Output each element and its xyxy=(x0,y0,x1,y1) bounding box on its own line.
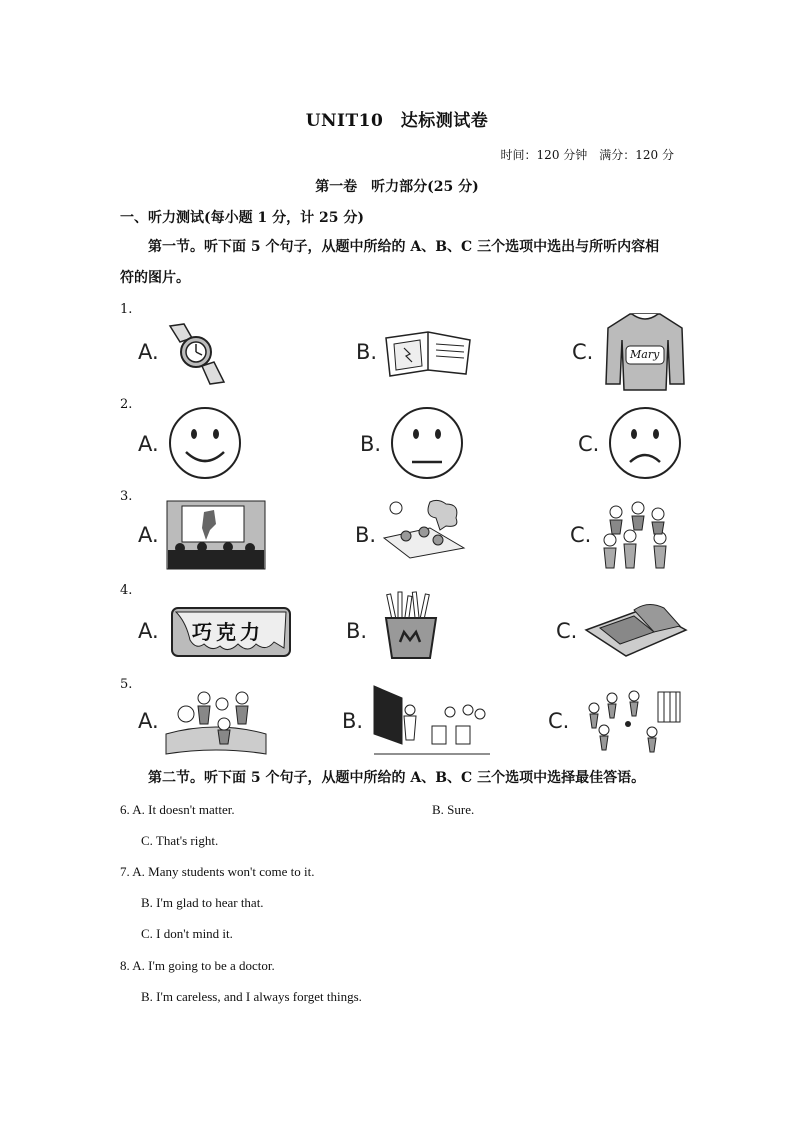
french-fries-icon xyxy=(380,590,442,660)
question-number: 3. xyxy=(120,489,133,504)
party-icon xyxy=(600,498,680,572)
question-number: 4. xyxy=(120,583,133,598)
chocolate-bar-icon xyxy=(170,604,292,660)
part1-instruction-cont: 符的图片。 xyxy=(120,270,190,286)
option-letter-c: C. xyxy=(570,523,592,547)
question-8-option-b: B. I'm careless, and I always forget things. xyxy=(141,989,362,1004)
option-letter-b: B. xyxy=(346,619,368,643)
classroom-icon xyxy=(372,684,492,756)
sad-face-icon xyxy=(608,406,682,480)
question-7: 7. A. Many students won't come to it. xyxy=(120,864,315,879)
band-stage-icon xyxy=(164,684,268,756)
watch-icon xyxy=(166,322,228,386)
option-letter-a: A. xyxy=(138,523,159,547)
sandwich-icon xyxy=(584,598,688,660)
picnic-icon xyxy=(380,498,466,560)
option-letter-b: B. xyxy=(356,340,378,364)
part1-instruction: 第一节。听下面 5 个句子，从题中所给的 A、B、C 三个选项中选出与所听内容相 xyxy=(148,239,660,255)
option-letter-c: C. xyxy=(556,619,578,643)
question-7-option-b: B. I'm glad to hear that. xyxy=(141,895,264,910)
option-letter-a: A. xyxy=(138,709,159,733)
part2-instruction: 第二节。听下面 5 个句子，从题中所给的 A、B、C 三个选项中选择最佳答语。 xyxy=(148,770,646,786)
cinema-icon xyxy=(166,500,266,570)
option-letter-c: C. xyxy=(548,709,570,733)
happy-face-icon xyxy=(168,406,242,480)
question-8: 8. A. I'm going to be a doctor. xyxy=(120,958,275,973)
page-title: UNIT10 达标测试卷 xyxy=(305,111,489,131)
sweater-name-text: Mary xyxy=(630,348,660,361)
exam-meta: 时间：120 分钟 满分：120 分 xyxy=(500,148,674,162)
option-letter-b: B. xyxy=(342,709,364,733)
question-number: 5. xyxy=(120,677,133,692)
option-letter-c: C. xyxy=(578,432,600,456)
question-7-option-c: C. I don't mind it. xyxy=(141,926,233,941)
option-letter-a: A. xyxy=(138,619,159,643)
option-letter-b: B. xyxy=(360,432,382,456)
wallet-icon xyxy=(384,328,472,380)
option-letter-a: A. xyxy=(138,432,159,456)
option-letter-b: B. xyxy=(355,523,377,547)
question-number: 1. xyxy=(120,302,133,317)
soccer-icon xyxy=(578,684,682,756)
question-6: 6. A. It doesn't matter. xyxy=(120,802,235,817)
option-letter-c: C. xyxy=(572,340,594,364)
section-title: 一、听力测试(每小题 1 分，计 25 分) xyxy=(120,210,364,226)
option-letter-a: A. xyxy=(138,340,159,364)
chocolate-label: 巧克力 xyxy=(192,620,264,644)
question-6-option-c: C. That's right. xyxy=(141,833,219,848)
question-number: 2. xyxy=(120,397,133,412)
volume-title: 第一卷 听力部分(25 分) xyxy=(315,179,479,195)
neutral-face-icon xyxy=(390,406,464,480)
question-6-option-b: B. Sure. xyxy=(432,802,475,817)
sweater-icon xyxy=(604,312,686,392)
